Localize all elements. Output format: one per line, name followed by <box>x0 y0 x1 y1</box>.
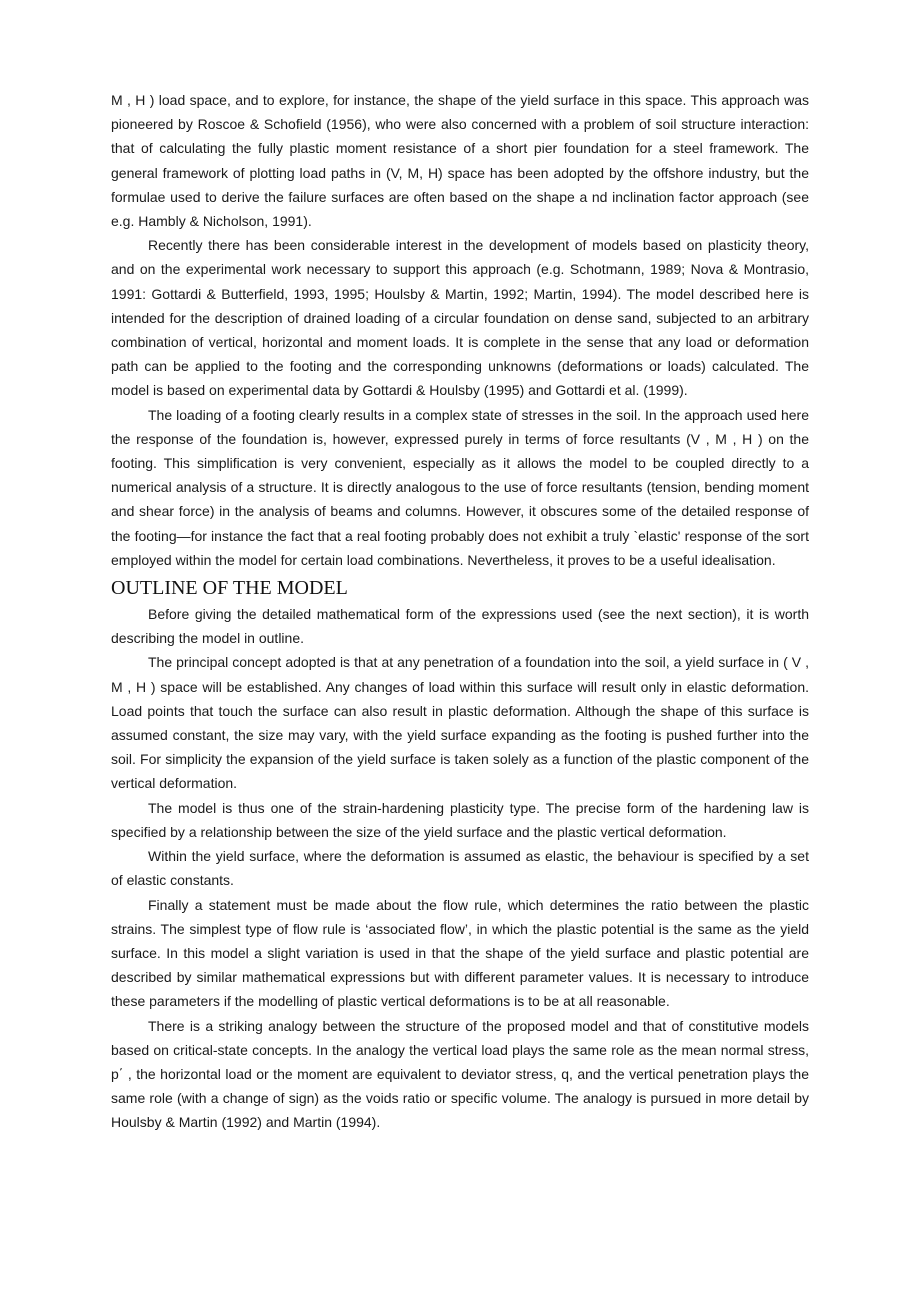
body-paragraph: Before giving the detailed mathematical form of the expressions used (see the next section), it is worth describing the model in outline. <box>111 606 809 647</box>
body-paragraph: Finally a statement must be made about the flow rule, which determines the ratio between the plastic strains. The simplest type of flow rule is ‘associated flow’, in which the plastic potential is the same as the yield surface. In this model a slight variation is used in that the shape of the yield surface and plastic potential are described by similar mathematical expressions but with different parameter values. It is necessary to introduce these parameters if the modelling of plastic vertical deformations is to be at all reasonable. <box>111 896 809 1010</box>
body-paragraph: Within the yield surface, where the deformation is assumed as elastic, the behaviour is specified by a set of elastic constants. <box>111 848 809 889</box>
body-paragraph: The principal concept adopted is that at any penetration of a foundation into the soil, a yield surface in ( V , M , H ) space will be established. Any changes of load within this surface will result only in elastic deformation. Load points that touch the surface can also result in plastic deformation. Although the shape of this surface is assumed constant, the size may vary, with the yield surface expanding as the footing is pushed further into the soil. For simplicity the expansion of the yield surface is taken solely as a function of the plastic component of the vertical deformation. <box>111 654 809 792</box>
section-heading: OUTLINE OF THE MODEL <box>111 577 348 600</box>
document-page <box>111 88 809 1135</box>
body-paragraph: The model is thus one of the strain-hardening plasticity type. The precise form of the hardening law is specified by a relationship between the size of the yield surface and the plastic vertical deformation. <box>111 799 809 840</box>
body-paragraph: Recently there has been considerable interest in the development of models based on plasticity theory, and on the experimental work necessary to support this approach (e.g. Schotmann, 1989; Nova & Montrasio, 1991: Gottardi & Butterfield, 1993, 1995; Houlsby & Martin, 1992; Martin, 1994). The model described here is intended for the description of drained loading of a circular foundation on dense sand, subjected to an arbitrary combination of vertical, horizontal and moment loads. It is complete in the sense that any load or deformation path can be applied to the footing and the corresponding unknowns (deformations or loads) calculated. The model is based on experimental data by Gottardi & Houlsby (1995) and Gottardi et al. (1999). <box>111 237 809 399</box>
body-paragraph: The loading of a footing clearly results in a complex state of stresses in the soil. In the approach used here the response of the foundation is, however, expressed purely in terms of force resultants (V , M , H ) on the footing. This simplification is very convenient, especially as it allows the model to be coupled directly to a numerical analysis of a structure. It is directly analogous to the use of force resultants (tension, bending moment and shear force) in the analysis of beams and columns. However, it obscures some of the detailed response of the footing—for instance the fact that a real footing probably does not exhibit a truly `elastic' response of the sort employed within the model for certain load combinations. Nevertheless, it proves to be a useful idealisation. <box>111 406 809 568</box>
body-paragraph: M , H ) load space, and to explore, for instance, the shape of the yield surface in this space. This approach was pioneered by Roscoe & Schofield (1956), who were also concerned with a problem of soil structure interaction: that of calculating the fully plastic moment resistance of a short pier foundation for a steel framework. The general framework of plotting load paths in (V, M, H) space has been adopted by the offshore industry, but the formulae used to derive the failure surfaces are often based on the shape a nd inclination factor approach (see e.g. Hambly & Nicholson, 1991). <box>111 92 809 230</box>
body-paragraph: There is a striking analogy between the structure of the proposed model and that of constitutive models based on critical-state concepts. In the analogy the vertical load plays the same role as the mean normal stress, p΄ , the horizontal load or the moment are equivalent to deviator stress, q, and the vertical penetration plays the same role (with a change of sign) as the voids ratio or specific volume. The analogy is pursued in more detail by Houlsby & Martin (1992) and Martin (1994). <box>111 1017 809 1131</box>
